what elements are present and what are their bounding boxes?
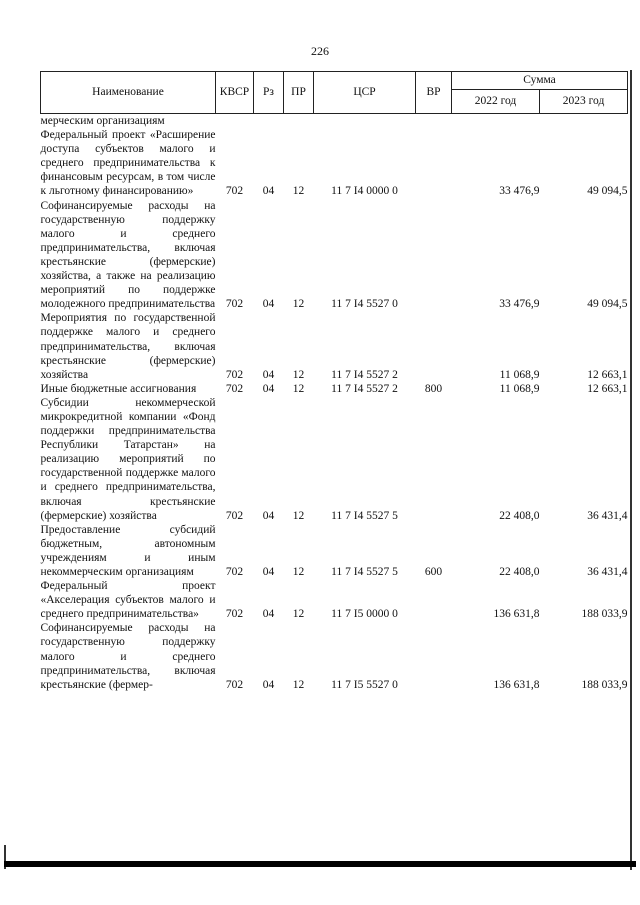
row-2023: 36 431,4 (587, 509, 628, 522)
row-rz: 04 (262, 185, 275, 198)
scan-edge-right (630, 70, 632, 870)
row-2023: 49 094,5 (587, 298, 628, 311)
table-row (41, 621, 628, 691)
table-row (41, 523, 628, 579)
row-2023: 188 033,9 (581, 608, 628, 621)
row-name: мерческим организациям (40, 115, 165, 127)
row-rz: 04 (262, 298, 275, 311)
row-rz (254, 114, 284, 129)
row-vr (416, 621, 452, 691)
row-2023: 36 431,4 (587, 566, 628, 578)
row-2022: 11 068,9 (499, 368, 540, 381)
header-year-2022: 2022 год (452, 90, 540, 114)
row-kvsr: 702 (225, 382, 244, 395)
row-kvsr: 702 (225, 678, 244, 691)
row-pr: 12 (292, 608, 305, 621)
table-row (41, 114, 628, 129)
row-name: Софинансируемые расходы на государственную поддержку малого и среднего предпринимательства, включая крестьянские (фермер- (40, 622, 216, 691)
row-name: Мероприятия по государственной поддержке малого и среднего предпринимательства, включая крестьянские (фермерские) хозяйства (40, 312, 216, 381)
row-vr (416, 396, 452, 523)
row-2022: 22 408,0 (499, 566, 540, 578)
row-2022: 136 631,8 (493, 678, 540, 691)
row-pr: 12 (292, 509, 305, 522)
row-vr (416, 128, 452, 198)
row-pr: 12 (292, 566, 305, 578)
row-2022: 33 476,9 (499, 298, 540, 311)
row-csr: 11 7 I5 5527 0 (331, 678, 398, 691)
row-2022: 136 631,8 (493, 608, 540, 621)
row-2023: 49 094,5 (587, 185, 628, 198)
table-row (41, 128, 628, 198)
table-row (41, 382, 628, 396)
header-name: Наименование (41, 72, 216, 114)
header-vr: ВР (416, 72, 452, 114)
table-row (41, 199, 628, 312)
row-name: Иные бюджетные ассигнования (40, 382, 197, 395)
table-row (41, 579, 628, 621)
table-header (41, 72, 628, 114)
row-csr: 11 7 I5 0000 0 (331, 608, 398, 621)
row-name: Субсидии некоммерческой микрокредитной компании «Фонд поддержки предпринимательства Республики Татарстан» на реализацию мероприятий по государственной поддержке малого и среднего предпринимательства, включая крестьянские (фермерские) хозяйства (40, 396, 216, 522)
row-vr (416, 114, 452, 129)
row-kvsr (216, 114, 254, 129)
row-name: Федеральный проект «Расширение доступа субъектов малого и среднего предпринимательства к финансовым ресурсам, в том числе к льготному финансированию» (40, 129, 216, 198)
row-pr: 12 (292, 185, 305, 198)
row-2022 (452, 114, 540, 129)
row-pr (284, 114, 314, 129)
row-kvsr: 702 (225, 185, 244, 198)
row-rz: 04 (262, 368, 275, 381)
row-vr: 800 (424, 382, 443, 395)
table-row (41, 311, 628, 381)
row-kvsr: 702 (225, 509, 244, 522)
row-csr: 11 7 I4 0000 0 (331, 185, 398, 198)
row-pr: 12 (292, 368, 305, 381)
row-pr: 12 (292, 298, 305, 311)
row-kvsr: 702 (225, 368, 244, 381)
row-rz: 04 (262, 678, 275, 691)
row-csr: 11 7 I4 5527 2 (331, 382, 398, 395)
header-csr: ЦСР (314, 72, 416, 114)
row-name: Софинансируемые расходы на государственную поддержку малого и среднего предпринимательства, включая крестьянские (фермерские) хозяйства, а также на реализацию мероприятий по поддержке молодежного предпринимательства (40, 199, 216, 311)
table-row (41, 396, 628, 523)
row-2023: 188 033,9 (581, 678, 628, 691)
row-vr (416, 199, 452, 312)
row-pr: 12 (292, 678, 305, 691)
page-number: 226 (311, 44, 329, 58)
scan-edge-bottom (4, 861, 636, 867)
budget-table (40, 71, 628, 692)
row-rz: 04 (262, 608, 275, 621)
row-2023 (540, 114, 628, 129)
row-rz: 04 (262, 566, 275, 578)
header-kvsr: КВСР (216, 72, 254, 114)
row-vr: 600 (424, 566, 443, 578)
header-pr: ПР (284, 72, 314, 114)
row-csr: 11 7 I4 5527 0 (331, 298, 398, 311)
header-year-2023: 2023 год (540, 90, 628, 114)
row-name: Предоставление субсидий бюджетным, автономным учреждениям и иным некоммерческим организациям (40, 523, 216, 578)
header-rz: Рз (254, 72, 284, 114)
row-2022: 22 408,0 (499, 509, 540, 522)
row-kvsr: 702 (225, 566, 244, 578)
row-2022: 33 476,9 (499, 185, 540, 198)
header-sum: Сумма (452, 72, 628, 90)
row-vr (416, 311, 452, 381)
row-name: Федеральный проект «Акселерация субъектов малого и среднего предпринимательства» (40, 580, 216, 621)
row-csr: 11 7 I4 5527 5 (331, 509, 398, 522)
row-2022: 11 068,9 (499, 382, 540, 395)
row-2023: 12 663,1 (587, 368, 628, 381)
row-rz: 04 (262, 509, 275, 522)
row-pr: 12 (292, 382, 305, 395)
row-kvsr: 702 (225, 298, 244, 311)
row-kvsr: 702 (225, 608, 244, 621)
row-csr: 11 7 I4 5527 2 (331, 368, 398, 381)
row-2023: 12 663,1 (587, 382, 628, 395)
row-csr (314, 114, 416, 129)
row-vr (416, 579, 452, 621)
row-csr: 11 7 I4 5527 5 (331, 566, 398, 578)
row-rz: 04 (262, 382, 275, 395)
